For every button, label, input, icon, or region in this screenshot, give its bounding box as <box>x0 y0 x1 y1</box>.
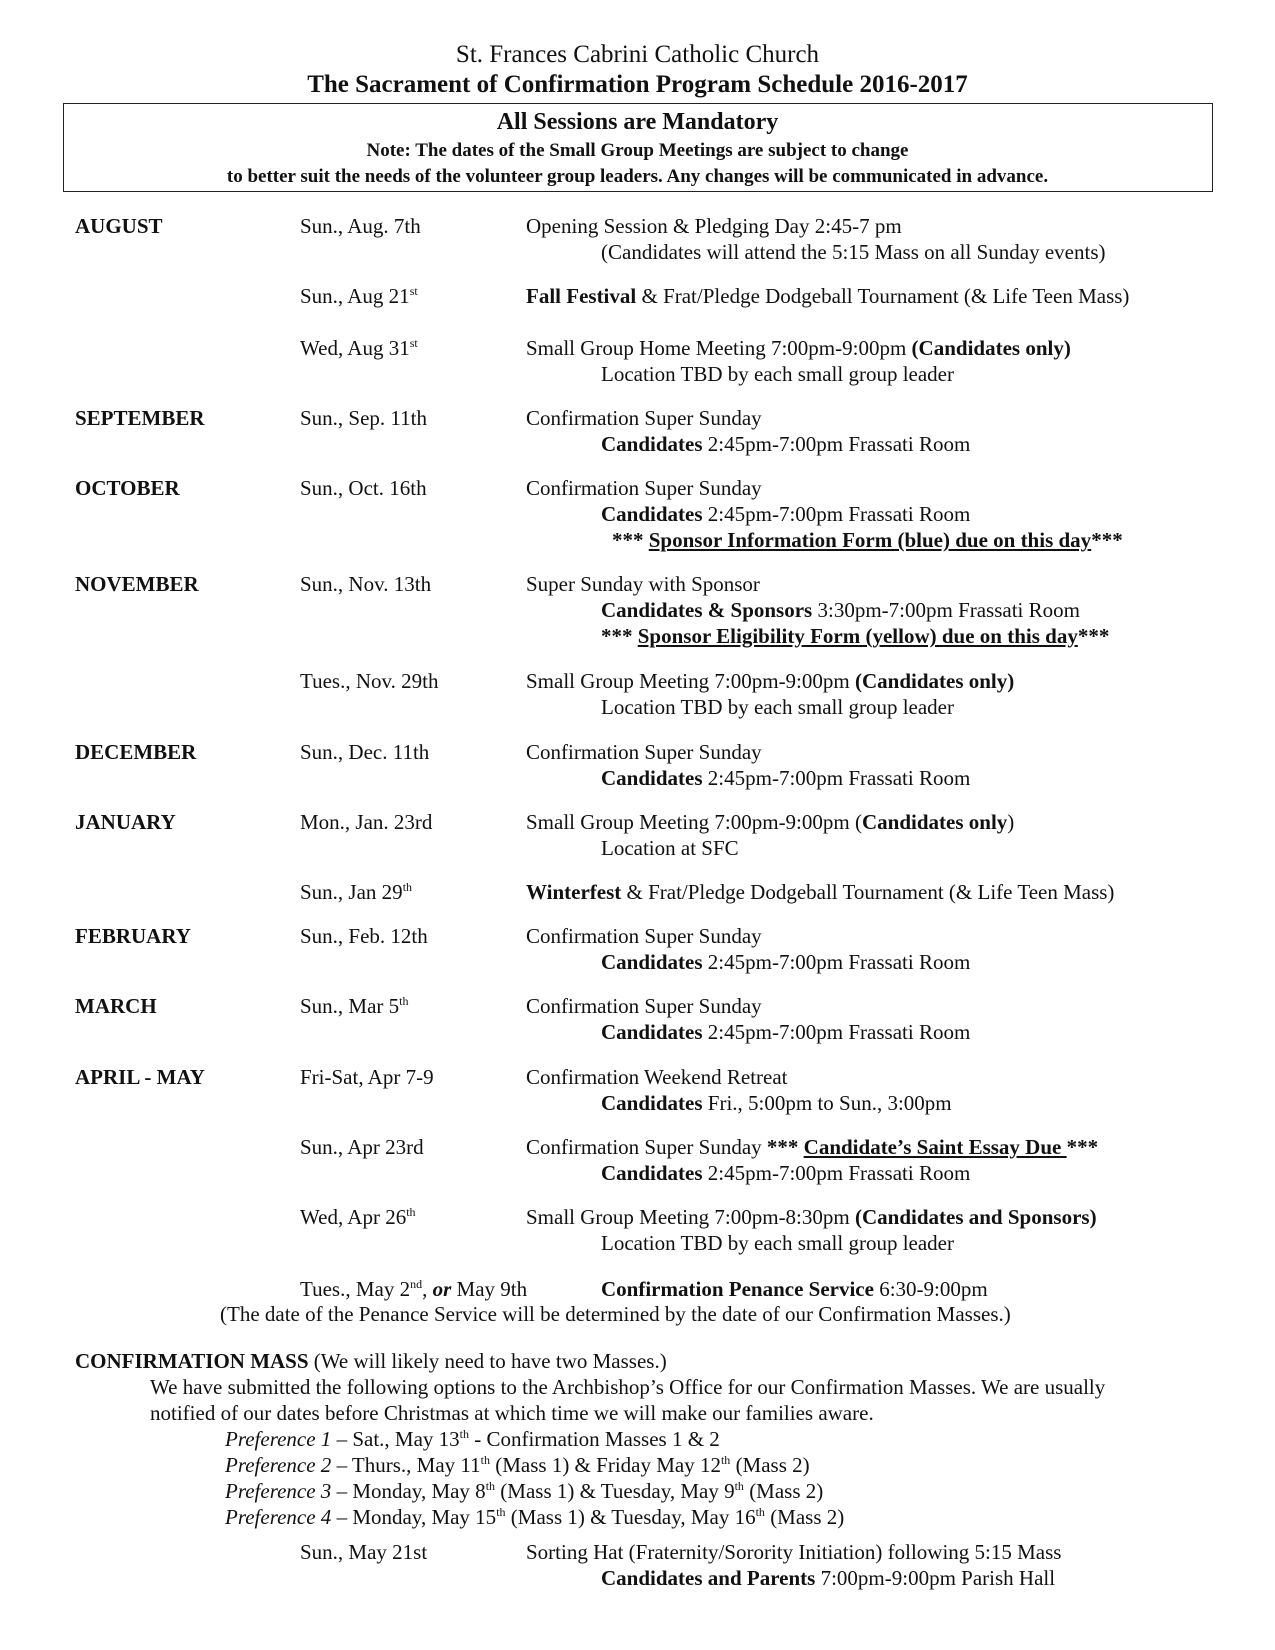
notice-note-line1: Note: The dates of the Small Group Meetings are subject to change <box>366 140 909 161</box>
event-date: Sun., Aug 21st <box>300 284 418 308</box>
event-details: Candidates 2:45pm-7:00pm Frassati Room <box>601 1020 971 1044</box>
month-march: MARCH <box>75 994 157 1018</box>
confirmation-mass-heading: CONFIRMATION MASS (We will likely need to have two Masses.) <box>75 1349 667 1373</box>
church-name: St. Frances Cabrini Catholic Church <box>455 41 820 68</box>
event-date: Sun., Feb. 12th <box>300 924 428 948</box>
event-details: Candidates 2:45pm-7:00pm Frassati Room <box>601 766 971 790</box>
event-details: Candidates 2:45pm-7:00pm Frassati Room <box>601 502 971 526</box>
mass-paragraph-line1: We have submitted the following options to the Archbishop’s Office for our Confirmation Masses. We are usually <box>150 1375 1106 1399</box>
event-date: Fri-Sat, Apr 7-9 <box>300 1065 434 1089</box>
event-date: Sun., Jan 29th <box>300 880 413 904</box>
event-description: Small Group Home Meeting 7:00pm-9:00pm (Candidates only) <box>526 336 1071 360</box>
preference-4: Preference 4 – Monday, May 15th (Mass 1) & Tuesday, May 16th (Mass 2) <box>225 1505 845 1529</box>
preference-1: Preference 1 – Sat., May 13th - Confirmation Masses 1 & 2 <box>225 1427 720 1451</box>
event-description: Sorting Hat (Fraternity/Sorority Initiation) following 5:15 Mass <box>526 1540 1062 1564</box>
penance-dates: Tues., May 2nd, or May 9th <box>300 1277 528 1301</box>
event-description: Confirmation Super Sunday *** Candidate’s Saint Essay Due *** <box>526 1135 1099 1159</box>
month-november: NOVEMBER <box>75 572 199 596</box>
event-description: Confirmation Super Sunday <box>526 740 762 764</box>
month-december: DECEMBER <box>75 740 197 764</box>
event-description: Small Group Meeting 7:00pm-8:30pm (Candidates and Sponsors) <box>526 1205 1097 1229</box>
event-date: Mon., Jan. 23rd <box>300 810 433 834</box>
event-location: Location at SFC <box>601 836 739 860</box>
event-details: Candidates 2:45pm-7:00pm Frassati Room <box>601 1161 971 1185</box>
event-description: Confirmation Super Sunday <box>526 994 762 1018</box>
month-october: OCTOBER <box>75 476 180 500</box>
event-details: Candidates & Sponsors 3:30pm-7:00pm Frassati Room <box>601 598 1080 622</box>
month-september: SEPTEMBER <box>75 406 205 430</box>
month-february: FEBRUARY <box>75 924 191 948</box>
event-date: Sun., Nov. 13th <box>300 572 432 596</box>
month-january: JANUARY <box>75 810 176 834</box>
event-description: Confirmation Weekend Retreat <box>526 1065 788 1089</box>
preference-2: Preference 2 – Thurs., May 11th (Mass 1) & Friday May 12th (Mass 2) <box>225 1453 810 1477</box>
event-location: Location TBD by each small group leader <box>601 362 955 386</box>
event-description: Small Group Meeting 7:00pm-9:00pm (Candidates only) <box>526 669 1015 693</box>
sponsor-eligibility-form-notice: *** Sponsor Eligibility Form (yellow) due on this day*** <box>601 624 1110 648</box>
event-date: Wed, Apr 26th <box>300 1205 416 1229</box>
event-details: Candidates and Parents 7:00pm-9:00pm Parish Hall <box>601 1566 1056 1590</box>
event-date: Wed, Aug 31st <box>300 336 418 360</box>
event-location: Location TBD by each small group leader <box>601 695 955 719</box>
month-august: AUGUST <box>75 214 163 238</box>
event-date: Sun., May 21st <box>300 1540 428 1564</box>
event-date: Sun., Aug. 7th <box>300 214 421 238</box>
event-location: Location TBD by each small group leader <box>601 1231 955 1255</box>
event-description: Confirmation Super Sunday <box>526 924 762 948</box>
event-date: Sun., Sep. 11th <box>300 406 427 430</box>
event-description: Winterfest & Frat/Pledge Dodgeball Tournament (& Life Teen Mass) <box>526 880 1115 904</box>
event-description: Confirmation Super Sunday <box>526 476 762 500</box>
event-note: (Candidates will attend the 5:15 Mass on all Sunday events) <box>601 240 1106 264</box>
event-date: Sun., Dec. 11th <box>300 740 430 764</box>
event-details: Candidates Fri., 5:00pm to Sun., 3:00pm <box>601 1091 952 1115</box>
event-date: Sun., Oct. 16th <box>300 476 427 500</box>
mass-paragraph-line2: notified of our dates before Christmas at which time we will make our families aware. <box>150 1401 874 1425</box>
penance-note: (The date of the Penance Service will be determined by the date of our Confirmation Masses.) <box>220 1302 1011 1326</box>
page-title: The Sacrament of Confirmation Program Schedule 2016-2017 <box>307 71 968 98</box>
preference-3: Preference 3 – Monday, May 8th (Mass 1) & Tuesday, May 9th (Mass 2) <box>225 1479 824 1503</box>
event-description: Opening Session & Pledging Day 2:45-7 pm <box>526 214 902 238</box>
event-date: Sun., Mar 5th <box>300 994 409 1018</box>
notice-heading: All Sessions are Mandatory <box>496 109 779 135</box>
month-april-may: APRIL - MAY <box>75 1065 205 1089</box>
event-details: Candidates 2:45pm-7:00pm Frassati Room <box>601 950 971 974</box>
event-details: Candidates 2:45pm-7:00pm Frassati Room <box>601 432 971 456</box>
event-description: Small Group Meeting 7:00pm-9:00pm (Candidates only) <box>526 810 1015 834</box>
event-description: Fall Festival & Frat/Pledge Dodgeball Tournament (& Life Teen Mass) <box>526 284 1130 308</box>
event-date: Tues., Nov. 29th <box>300 669 439 693</box>
event-description: Confirmation Super Sunday <box>526 406 762 430</box>
event-description: Super Sunday with Sponsor <box>526 572 760 596</box>
sponsor-info-form-notice: *** Sponsor Information Form (blue) due on this day*** <box>612 528 1123 552</box>
event-date: Sun., Apr 23rd <box>300 1135 424 1159</box>
notice-note-line2: to better suit the needs of the volunteer group leaders. Any changes will be communicated in advance. <box>226 166 1049 187</box>
penance-service: Confirmation Penance Service 6:30-9:00pm <box>601 1277 988 1301</box>
